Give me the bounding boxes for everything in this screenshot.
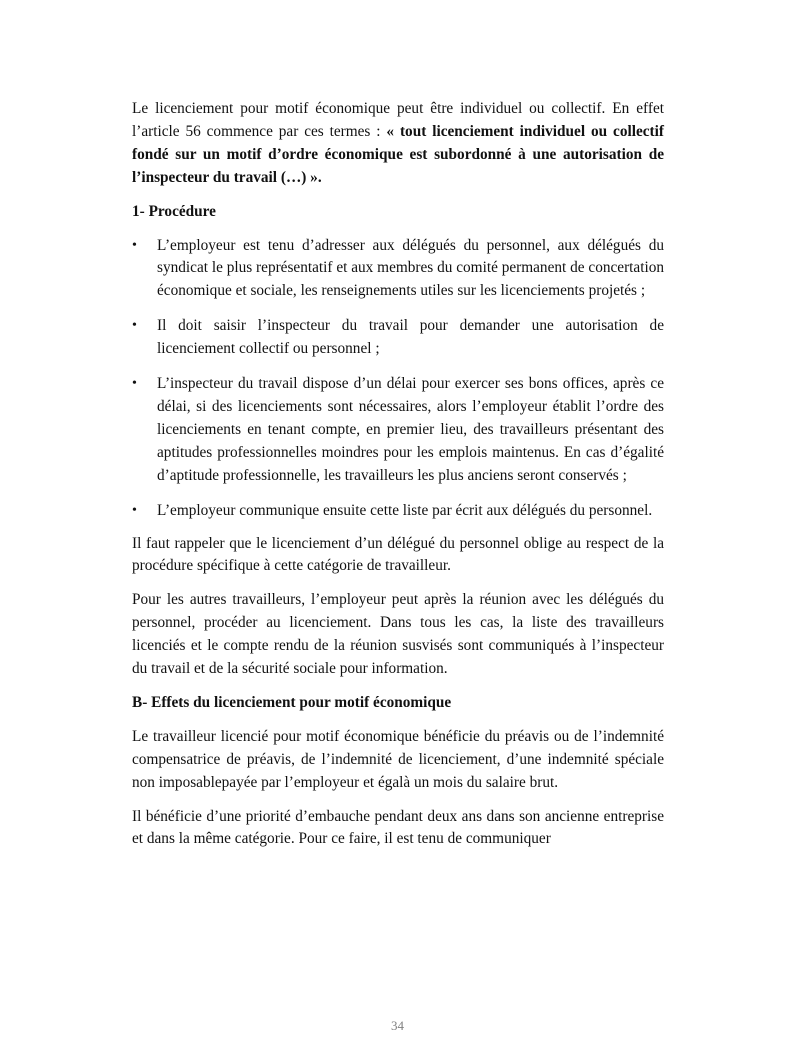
procedure-paragraph-1: Il faut rappeler que le licenciement d’un délégué du personnel oblige au respect de la procédure spécifique à cette catégorie de travailleur.: [132, 534, 664, 575]
procedure-paragraph-2: Pour les autres travailleurs, l’employeur peut après la réunion avec les délégués du personnel, procéder au licenciement. Dans tous les cas, la liste des travailleurs licenciés et le compte rendu de la réunion susvisés sont communiqués à l’inspecteur du travail et de la sécurité sociale pour information.: [132, 591, 664, 678]
effets-paragraph-2: Il bénéficie d’une priorité d’embauche pendant deux ans dans son ancienne entreprise et dans la même catégorie. Pour ce faire, il est tenu de communiquer: [132, 807, 664, 848]
list-item-text: Il doit saisir l’inspecteur du travail pour demander une autorisation de licenciement collectif ou personnel ;: [157, 317, 664, 358]
effets-paragraph-1: Le travailleur licencié pour motif économique bénéficie du préavis ou de l’indemnité compensatrice de préavis, de l’indemnité de licenciement, d’une indemnité spéciale non imposablepayée par l’employeur et égalà un mois du salaire brut.: [132, 727, 664, 791]
procedure-heading: 1- Procédure: [132, 202, 216, 220]
list-item-text: L’inspecteur du travail dispose d’un délai pour exercer ses bons offices, après ce délai, si des licenciements sont nécessaires, alors l’employeur établit l’ordre des licenciements en tenant compte, en premier lieu, des travailleurs présentant des aptitudes professionnelles moindres pour les emplois maintenus. En cas d’égalité d’aptitude professionnelle, les travailleurs les plus anciens seront conservés ;: [157, 375, 664, 484]
list-item-text: L’employeur est tenu d’adresser aux délégués du personnel, aux délégués du syndicat le plus représentatif et aux membres du comité permanent de concertation économique et sociale, les renseignements utiles sur les licenciements projetés ;: [157, 236, 664, 300]
effets-heading: B- Effets du licenciement pour motif économique: [132, 693, 452, 711]
list-item: [132, 500, 664, 523]
list-item: [132, 315, 664, 361]
bullet-icon: •: [132, 376, 137, 392]
list-item: [132, 235, 664, 304]
bullet-icon: •: [132, 318, 137, 334]
intro-paragraph: [132, 98, 664, 190]
bullet-icon: •: [132, 237, 137, 253]
article-quote: « tout licenciement individuel ou collectif fondé sur un motif d’ordre économique est subordonné à une autorisation de l’inspecteur du travail (…) ».: [132, 122, 664, 186]
list-item: [132, 373, 664, 488]
procedure-list: [132, 235, 664, 523]
intro-text: Le licenciement pour motif économique peut être individuel ou collectif. En effet l’article 56 commence par ces termes :: [132, 100, 664, 140]
bullet-icon: •: [132, 502, 137, 518]
page-number: 34: [391, 1018, 404, 1033]
list-item-text: L’employeur communique ensuite cette liste par écrit aux délégués du personnel.: [157, 501, 653, 519]
document-page: [132, 98, 664, 862]
